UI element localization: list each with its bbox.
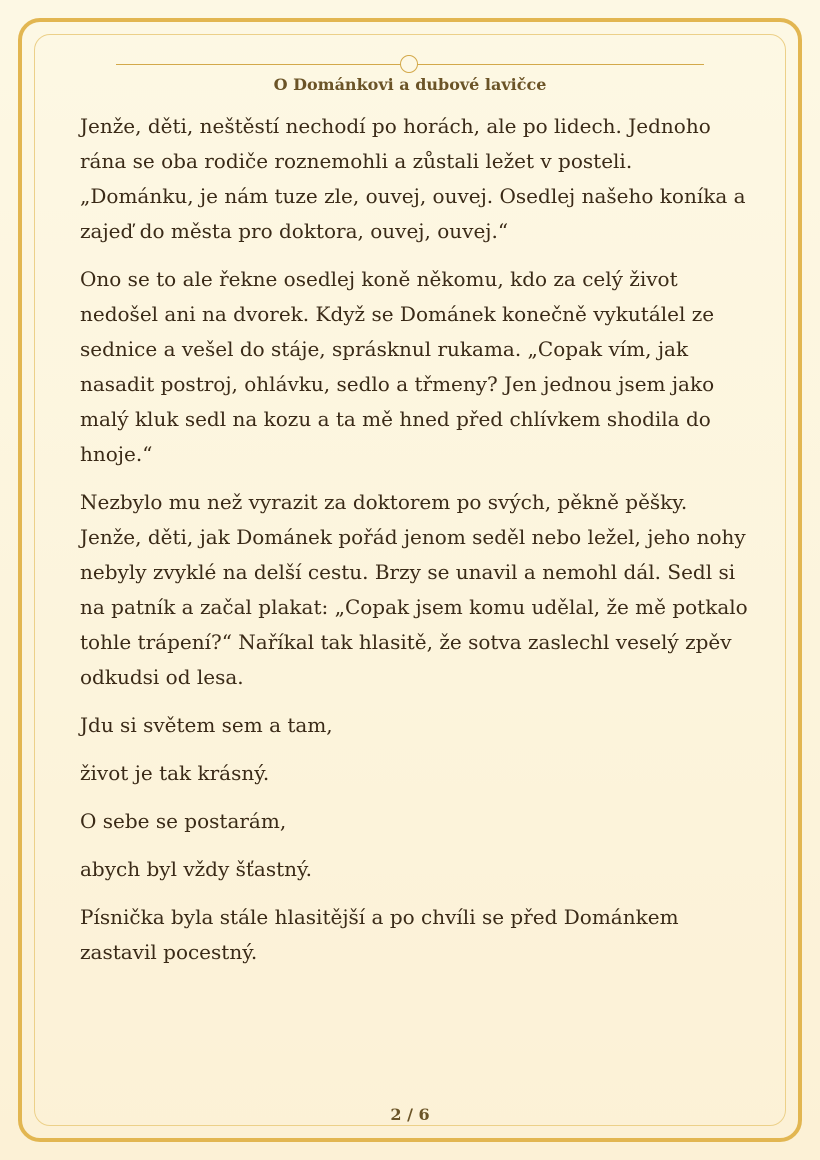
paragraph: Jenže, děti, neštěstí nechodí po horách, ale po lidech. Jednoho rána se oba rodiče roznemohli a zůstali ležet v posteli. „Dománku, je nám tuze zle, ouvej, ouvej. Osedlej našeho koníka a zajeď do města pro doktora, ouvej, ouvej.“ — [80, 114, 746, 243]
paragraph: Písnička byla stále hlasitější a po chvíli se před Dománkem zastavil pocestný. — [80, 905, 679, 964]
circle-ornament-icon — [400, 55, 418, 73]
song-verse-line: abych byl vždy šťastný. — [80, 857, 313, 881]
story-text — [80, 109, 750, 983]
song-verse-line: Jdu si světem sem a tam, — [80, 713, 333, 737]
chapter-title: O Dománkovi a dubové lavičce — [273, 75, 547, 94]
paragraph: Ono se to ale řekne osedlej koně někomu, kdo za celý život nedošel ani na dvorek. Když se Dománek konečně vykutálel ze sednice a vešel do stáje, sprásknul rukama. „Copak vím, jak nasadit postroj, ohlávku, sedlo a třmeny? Jen jednou jsem jako malý kluk sedl na kozu a ta mě hned před chlívkem shodila do hnoje.“ — [80, 267, 715, 466]
song-verse-line: život je tak krásný. — [80, 761, 270, 785]
song-verse-line: O sebe se postarám, — [80, 809, 287, 833]
paragraph: Nezbylo mu než vyrazit za doktorem po svých, pěkně pěšky. Jenže, děti, jak Dománek pořád jenom seděl nebo ležel, jeho nohy nebyly zvyklé na delší cestu. Brzy se unavil a nemohl dál. Sedl si na patník a začal plakat: „Copak jsem komu udělal, že mě potkalo tohle trápení?“ Naříkal tak hlasitě, že sotva zaslechl veselý zpěv odkudsi od lesa. — [80, 490, 748, 689]
page-number: 2 / 6 — [390, 1105, 430, 1124]
